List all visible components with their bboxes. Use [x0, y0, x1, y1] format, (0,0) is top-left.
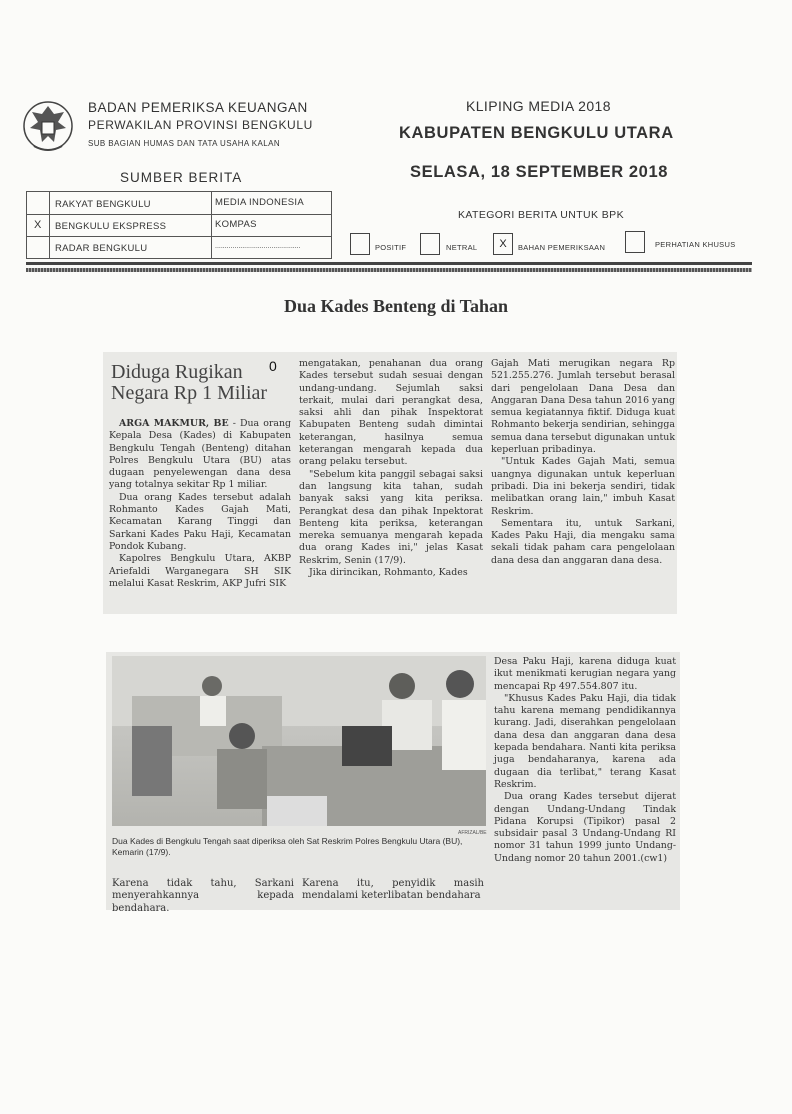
header-divider-pattern — [26, 268, 752, 272]
paragraph: Dua orang Kades tersebut adalah Rohmanto Kades Gajah Mati, Kecamatan Karang Tinggi dan Sarkani Kades Paku Haji, Kecamatan Pondok Kubang. — [109, 491, 291, 552]
date-title: SELASA, 18 SEPTEMBER 2018 — [410, 163, 669, 181]
paragraph: Karena itu, penyidik masih mendalami keterlibatan bendahara — [302, 878, 484, 902]
category-label-netral: NETRAL — [446, 243, 478, 252]
article-clipping-1 — [103, 352, 677, 614]
article2-column-1 — [112, 878, 294, 915]
org-branch: PERWAKILAN PROVINSI BENGKULU — [88, 118, 313, 132]
news-photo — [112, 656, 486, 826]
source-radar-bengkulu: RADAR BENGKULU — [55, 243, 148, 254]
category-label-bahan-pemeriksaan: BAHAN PEMERIKSAAN — [518, 243, 606, 252]
source-bengkulu-ekspress: BENGKULU EKSPRESS — [55, 221, 167, 232]
paragraph: Desa Paku Haji, karena diduga kuat ikut menikmati kerugian negara yang mencapai Rp 497.554.807 itu. — [494, 656, 676, 692]
handwritten-annotation: 0 — [269, 358, 277, 374]
clipping-headline: Dua Kades Benteng di Tahan — [283, 296, 509, 316]
source-rakyat-bengkulu: RAKYAT BENGKULU — [55, 199, 151, 210]
paragraph: mengatakan, penahanan dua orang Kades tersebut sudah sesuai dengan undang-undang. Sejumlah saksi terkait, mulai dari perangkat desa, saksi ahli dan pihak Inspektorat Kabupaten Benteng sudah dimintai keterangan, hasilnya semua keterangan mengarah kepada dua orang pelaku tersebut. — [299, 358, 483, 468]
category-label-perhatian-khusus: PERHATIAN KHUSUS — [655, 240, 736, 249]
region-title: KABUPATEN BENGKULU UTARA — [399, 124, 674, 142]
category-label-positif: POSITIF — [375, 243, 407, 252]
sumber-berita-title: SUMBER BERITA — [120, 170, 243, 185]
source-table — [26, 191, 332, 259]
paragraph: Sementara itu, untuk Sarkani, Kades Paku Haji, dia mengaku sama sekali tidak paham cara pengelolaan dana desa dan anggaran dana desa. — [491, 517, 675, 566]
article1-column-3 — [491, 358, 675, 567]
paragraph: Gajah Mati merugikan negara Rp 521.255.276. Jumlah tersebut berasal dari pengelolaan Dana Desa dan Anggaran Dana Desa tahun 2016 yang semua kegiatannya fiktif. Diduga kuat Rohmanto bekerja sendirian, sehingga semua dana tersebut digunakan untuk keperluan pribadinya. — [491, 358, 675, 456]
kategori-title: KATEGORI BERITA UNTUK BPK — [458, 209, 624, 221]
photo-credit: AFRIZAL/BE — [458, 830, 487, 836]
org-subdivision: SUB BAGIAN HUMAS DAN TATA USAHA KALAN — [88, 139, 281, 148]
header-divider — [26, 262, 752, 265]
dateline: ARGA MAKMUR, BE — [119, 418, 229, 429]
paragraph: Kapolres Bengkulu Utara, AKBP Ariefaldi Warganegara SH SIK melalui Kasat Reskrim, AKP Jufri SIK — [109, 553, 291, 589]
category-box-bahan-pemeriksaan: X — [493, 233, 513, 255]
category-box-positif — [350, 233, 370, 255]
article2-column-3 — [494, 656, 676, 865]
source-other: ............................................ — [215, 243, 301, 250]
article-heading: Diduga Rugikan Negara Rp 1 Miliar — [111, 361, 268, 404]
article2-column-2 — [302, 878, 484, 903]
paragraph: Jika dirincikan, Rohmanto, Kades — [309, 567, 468, 579]
article1-column-2 — [299, 358, 483, 579]
org-name: BADAN PEMERIKSA KEUANGAN — [88, 100, 308, 115]
kliping-title: KLIPING MEDIA 2018 — [466, 98, 611, 114]
photo-caption: Dua Kades di Bengkulu Tengah saat diperiksa oleh Sat Reskrim Polres Bengkulu Utara (BU), Kemarin (17/9). — [112, 836, 463, 857]
paragraph: "Khusus Kades Paku Haji, dia tidak tahu karena memang pendidikannya kurang. Jadi, diserahkan pengelolaan dana desa dan anggaran dana desa kepada bendahara. Nanti kita periksa juga bendaharanya, karena ada dugaan dia terlibat," terang Kasat Reskrim. — [494, 692, 676, 790]
category-box-netral — [420, 233, 440, 255]
paragraph: "Sebelum kita panggil sebagai saksi dan langsung kita tahan, sudah banyak saksi yang kita periksa. Perangkat desa dan pihak Inpektorat Benteng kita periksa, keterangan mereka semuanya mengarah kepada dua orang Kades ini," jelas Kasat Reskrim, Senin (17/9). — [299, 468, 483, 566]
article-clipping-2 — [106, 652, 680, 914]
source-mark-2: X — [34, 219, 42, 231]
paragraph: Dua orang Kades tersebut dijerat dengan Undang-Undang Tindak Pidana Korupsi (Tipikor) pasal 2 subsidair pasal 3 Undang-Undang RI nomor 31 tahun 1999 junto Undang-Undang nomor 20 tahun 2001.(cw1) — [494, 791, 676, 864]
article1-column-1 — [109, 418, 291, 590]
garuda-emblem-icon — [20, 96, 76, 156]
category-box-perhatian-khusus — [625, 231, 645, 253]
paragraph: Karena tidak tahu, Sarkani menyerahkannya kepada bendahara. — [112, 878, 294, 914]
source-kompas: KOMPAS — [215, 219, 257, 230]
paragraph: "Untuk Kades Gajah Mati, semua uangnya digunakan untuk keperluan pribadi. Dia ini bekerja sendiri, tidak melibatkan orang lain," imbuh Kasat Reskrim. — [491, 456, 675, 517]
source-media-indonesia: MEDIA INDONESIA — [215, 197, 304, 208]
paragraph: - Dua orang Kepala Desa (Kades) di Kabupaten Bengkulu Tengah (Benteng) ditahan Polres Bengkulu Utara (BU) atas dugaan penyelewengan dana desa yang totalnya sekitar Rp 1 miliar. — [109, 418, 291, 491]
